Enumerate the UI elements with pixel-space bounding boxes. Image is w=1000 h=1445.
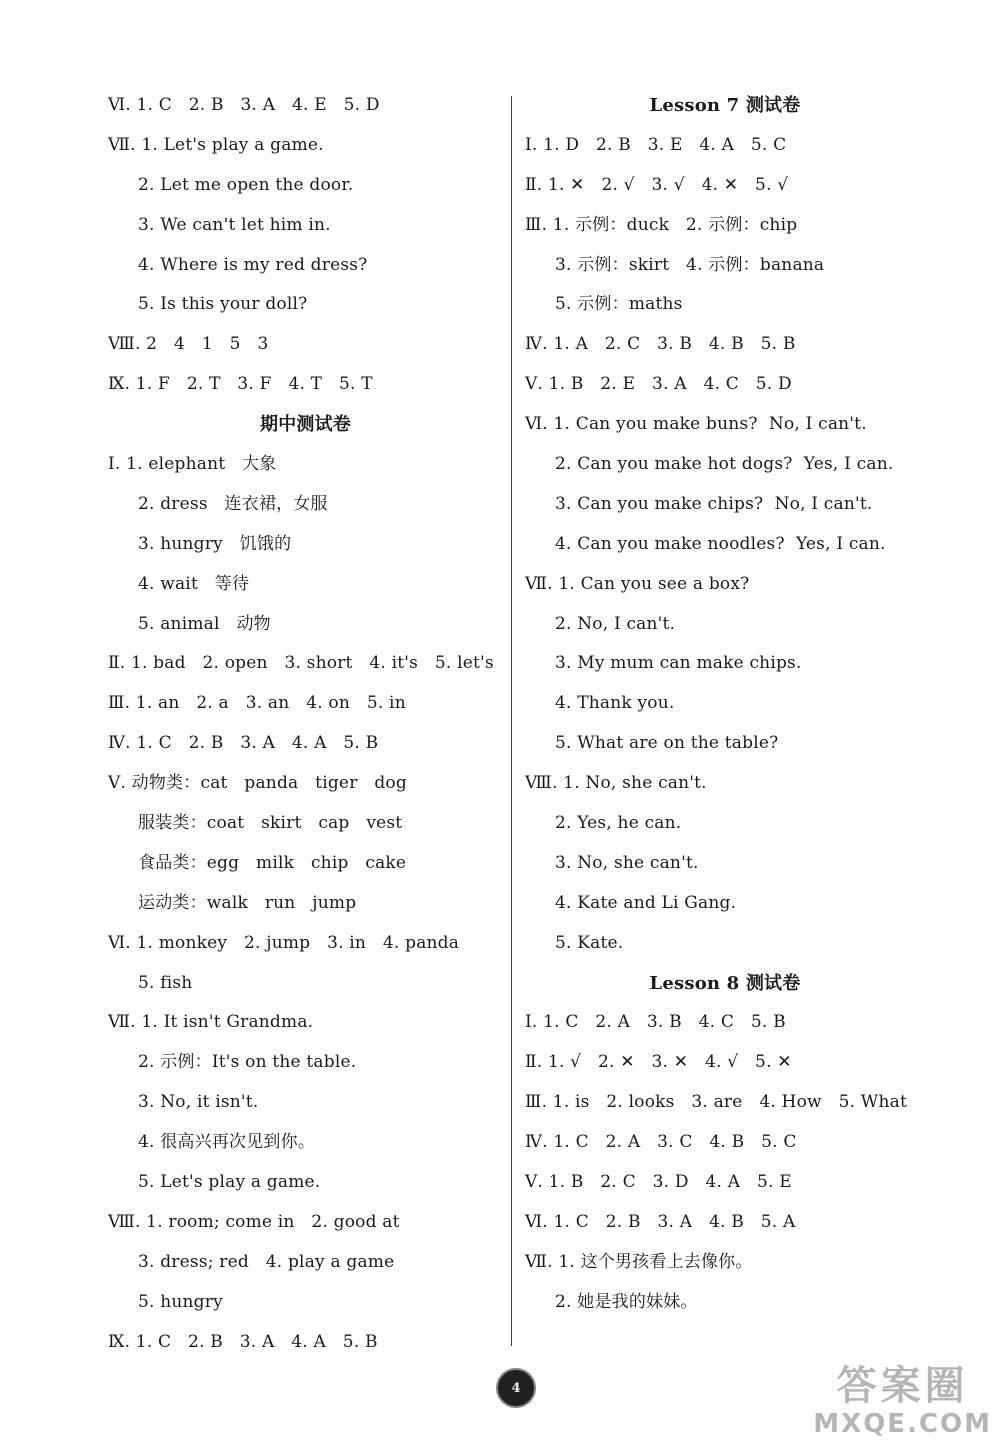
answer-line: 5. What are on the table? bbox=[555, 733, 779, 754]
answer-line: 5. Kate. bbox=[555, 932, 624, 953]
answer-line: Ⅳ. 1. C 2. B 3. A 4. A 5. B bbox=[108, 733, 379, 754]
answer-line: 5. Is this your doll? bbox=[138, 294, 308, 315]
answer-line: Ⅵ. 1. Can you make buns? No, I can't. bbox=[525, 414, 867, 435]
answer-line: Ⅴ. 1. B 2. E 3. A 4. C 5. D bbox=[525, 374, 792, 395]
answer-line: 5. Let's play a game. bbox=[138, 1172, 321, 1193]
answer-line: 服装类：coat skirt cap vest bbox=[138, 813, 403, 834]
answer-line: 3. Can you make chips? No, I can't. bbox=[555, 493, 873, 514]
answer-line: Ⅲ. 1. an 2. a 3. an 4. on 5. in bbox=[108, 693, 406, 714]
answer-line: Ⅴ. 动物类：cat panda tiger dog bbox=[108, 773, 407, 794]
answer-line: Ⅷ. 2 4 1 5 3 bbox=[108, 334, 269, 355]
answer-line: 5. fish bbox=[138, 972, 193, 993]
page-number-badge bbox=[496, 1368, 536, 1408]
answer-line: 2. No, I can't. bbox=[555, 613, 676, 634]
answer-line: Ⅲ. 1. 示例：duck 2. 示例：chip bbox=[525, 214, 798, 235]
answer-line: Ⅳ. 1. C 2. A 3. C 4. B 5. C bbox=[525, 1132, 797, 1153]
answer-line: 2. 示例：It's on the table. bbox=[138, 1052, 357, 1073]
answer-line: 2. Can you make hot dogs? Yes, I can. bbox=[555, 454, 894, 475]
answer-line: Ⅴ. 1. B 2. C 3. D 4. A 5. E bbox=[525, 1172, 792, 1193]
answer-line: Ⅵ. 1. C 2. B 3. A 4. B 5. A bbox=[525, 1211, 796, 1232]
answer-line: 3. My mum can make chips. bbox=[555, 653, 802, 674]
section-heading: Lesson 7 测试卷 bbox=[649, 95, 801, 116]
answer-line: 3. No, it isn't. bbox=[138, 1092, 259, 1113]
right-column bbox=[525, 86, 925, 1323]
answer-line: Ⅷ. 1. No, she can't. bbox=[525, 773, 707, 794]
watermark-logo: 答案圈 bbox=[836, 1363, 969, 1409]
column-divider bbox=[511, 96, 512, 1346]
answer-line: Ⅰ. 1. C 2. A 3. B 4. C 5. B bbox=[525, 1012, 786, 1033]
answer-line: Ⅷ. 1. room; come in 2. good at bbox=[108, 1211, 400, 1232]
answer-line: Ⅸ. 1. F 2. T 3. F 4. T 5. T bbox=[108, 374, 373, 395]
watermark-site: MXQE.COM bbox=[813, 1409, 992, 1439]
answer-line: Ⅵ. 1. monkey 2. jump 3. in 4. panda bbox=[108, 932, 460, 953]
answer-line: 2. 她是我的妹妹。 bbox=[555, 1291, 698, 1312]
answer-line: 5. 示例：maths bbox=[555, 294, 683, 315]
answer-line: Ⅵ. 1. C 2. B 3. A 4. E 5. D bbox=[108, 95, 380, 115]
section-heading: Lesson 8 测试卷 bbox=[649, 972, 801, 994]
answer-line: 5. hungry bbox=[138, 1291, 223, 1312]
answer-line: 3. We can't let him in. bbox=[138, 214, 331, 235]
page-number: 4 bbox=[511, 1380, 521, 1396]
answer-line: Ⅱ. 1. bad 2. open 3. short 4. it's 5. let's bbox=[108, 653, 494, 674]
answer-line: Ⅰ. 1. elephant 大象 bbox=[108, 454, 277, 475]
section-heading: 期中测试卷 bbox=[260, 414, 351, 436]
answer-line: 3. 示例：skirt 4. 示例：banana bbox=[555, 254, 825, 275]
answer-line: 2. Yes, he can. bbox=[555, 813, 682, 834]
answer-line: 4. Thank you. bbox=[555, 693, 675, 714]
answer-line: Ⅲ. 1. is 2. looks 3. are 4. How 5. What bbox=[525, 1092, 907, 1113]
answer-line: Ⅶ. 1. It isn't Grandma. bbox=[108, 1012, 314, 1033]
answer-line: 4. Can you make noodles? Yes, I can. bbox=[555, 533, 886, 554]
answer-line: Ⅶ. 1. Can you see a box? bbox=[525, 573, 750, 594]
answer-line: Ⅱ. 1. √ 2. ✕ 3. ✕ 4. √ 5. ✕ bbox=[525, 1052, 792, 1073]
answer-line: 2. Let me open the door. bbox=[138, 174, 354, 195]
answer-line: 3. dress; red 4. play a game bbox=[138, 1251, 395, 1272]
answer-line: Ⅶ. 1. 这个男孩看上去像你。 bbox=[525, 1251, 753, 1272]
answer-line: Ⅱ. 1. ✕ 2. √ 3. √ 4. ✕ 5. √ bbox=[525, 174, 789, 195]
answer-line: Ⅳ. 1. A 2. C 3. B 4. B 5. B bbox=[525, 334, 796, 355]
answer-line: 食品类：egg milk chip cake bbox=[138, 852, 407, 873]
answer-line: 5. animal 动物 bbox=[138, 613, 271, 634]
watermark bbox=[813, 1363, 992, 1439]
answer-line: 4. Kate and Li Gang. bbox=[555, 892, 737, 913]
answer-line: 4. Where is my red dress? bbox=[138, 254, 368, 275]
answer-line: 4. wait 等待 bbox=[138, 573, 250, 594]
answer-line: 运动类：walk run jump bbox=[138, 892, 357, 913]
answer-line: Ⅶ. 1. Let's play a game. bbox=[108, 134, 324, 155]
answer-line: Ⅰ. 1. D 2. B 3. E 4. A 5. C bbox=[525, 134, 787, 155]
answer-line: 3. No, she can't. bbox=[555, 852, 699, 873]
answer-line: 2. dress 连衣裙，女服 bbox=[138, 493, 328, 514]
answer-line: 3. hungry 饥饿的 bbox=[138, 533, 292, 554]
answer-line: 4. 很高兴再次见到你。 bbox=[138, 1132, 316, 1153]
left-column bbox=[108, 86, 503, 1363]
answer-line: Ⅸ. 1. C 2. B 3. A 4. A 5. B bbox=[108, 1331, 378, 1352]
